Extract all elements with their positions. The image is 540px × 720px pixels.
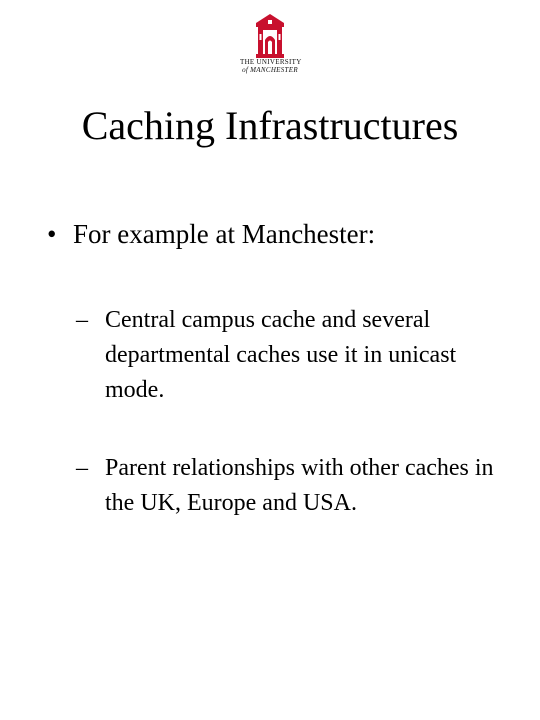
logo-text-line-2: of MANCHESTER — [242, 66, 298, 74]
sub-bullet-item-1 — [76, 303, 516, 408]
dash-icon: – — [76, 455, 88, 481]
sub-bullet-item-2 — [76, 451, 516, 521]
university-logo — [240, 14, 300, 80]
sub-bullet-text-1: Central campus cache and several departmental caches use it in unicast mode. — [105, 307, 457, 403]
dash-icon: – — [76, 307, 88, 333]
bullet-text: For example at Manchester: — [73, 219, 376, 249]
logo-text-line-1: THE UNIVERSITY — [240, 58, 302, 66]
bullet-list — [47, 214, 517, 254]
university-crest-icon — [254, 14, 286, 58]
sub-bullet-list — [76, 451, 516, 521]
bullet-item — [47, 214, 517, 254]
slide-title: Caching Infrastructures — [81, 103, 459, 148]
sub-bullet-text-2: Parent relationships with other caches in the UK, Europe and USA. — [105, 455, 494, 516]
sub-bullet-list — [76, 303, 516, 408]
bullet-dot-icon: • — [47, 219, 57, 249]
